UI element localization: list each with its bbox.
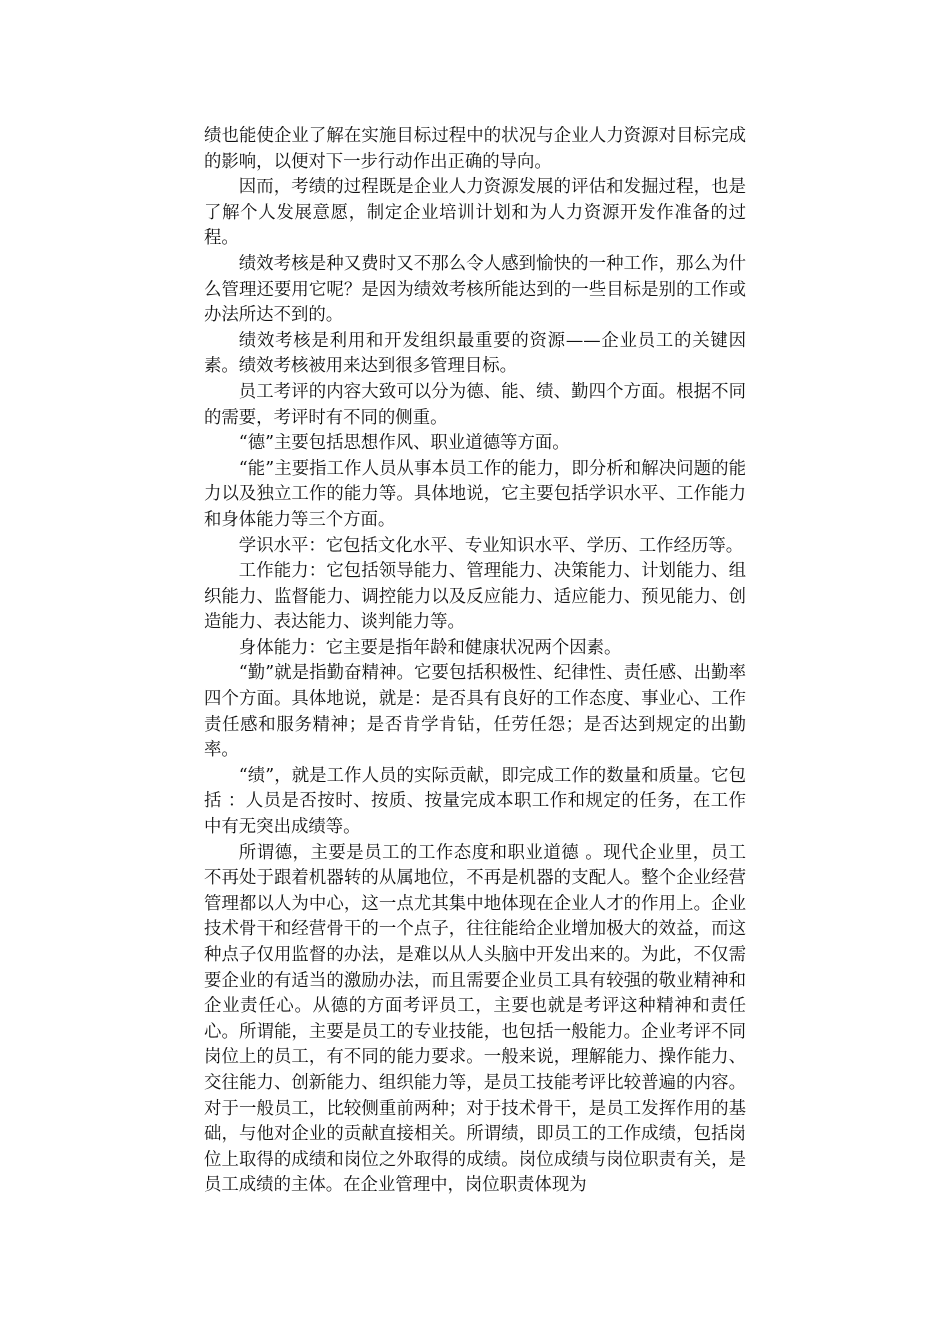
paragraph-3: 绩效考核是种又费时又不那么令人感到愉快的一种工作，那么为什么管理还要用它呢？是因为绩效考核所能达到的一些目标是别的工作或办法所达不到的。: [204, 253, 746, 326]
paragraph-4: 绩效考核是利用和开发组织最重要的资源——企业员工的关键因素。绩效考核被用来达到很多管理目标。: [204, 330, 746, 377]
paragraph-11: “勤”就是指勤奋精神。它要包括积极性、纪律性、责任感、出勤率四个方面。具体地说，就是：是否具有良好的工作态度、事业心、工作责任感和服务精神；是否肯学肯钻，任劳任怨；是否达到规定的出勤率。: [204, 663, 746, 761]
paragraph-7: “能”主要指工作人员从事本员工作的能力，即分析和解决问题的能力以及独立工作的能力等。具体地说，它主要包括学识水平、工作能力和身体能力等三个方面。: [204, 458, 746, 530]
paragraph-5: 员工考评的内容大致可以分为德、能、绩、勤四个方面。根据不同的需要，考评时有不同的侧重。: [204, 381, 746, 428]
paragraph-9: 工作能力：它包括领导能力、管理能力、决策能力、计划能力、组织能力、监督能力、调控能力以及反应能力、适应能力、预见能力、创造能力、表达能力、谈判能力等。: [204, 561, 746, 633]
document-body: [204, 124, 746, 1199]
paragraph-1: 绩也能使企业了解在实施目标过程中的状况与企业人力资源对目标完成的影响，以便对下一步行动作出正确的导向。: [204, 126, 746, 172]
paragraph-8: 学识水平：它包括文化水平、专业知识水平、学历、工作经历等。: [238, 535, 744, 556]
paragraph-10: 身体能力：它主要是指年龄和健康状况两个因素。: [238, 637, 622, 658]
paragraph-12: “绩”，就是工作人员的实际贡献，即完成工作的数量和质量。它包括 ：人员是否按时、按质、按量完成本职工作和规定的任务，在工作中有无突出成绩等。: [204, 765, 746, 838]
paragraph-6: “德”主要包括思想作风、职业道德等方面。: [238, 433, 570, 454]
paragraph-2: 因而，考绩的过程既是企业人力资源发展的评估和发掘过程，也是了解个人发展意愿，制定企业培训计划和为人力资源开发作准备的过程。: [204, 177, 746, 249]
paragraph-13: 所谓德，主要是员工的工作态度和职业道德 。现代企业里，员工不再处于跟着机器转的从属地位，不再是机器的支配人。整个企业经营管理都以人为中心，这一点尤其集中地体现在企业人才的作用上。企业技术骨干和经营骨干的一个点子，往往能给企业增加极大的效益，而这种点子仅用监督的办法，是难以从人头脑中开发出来的。为此，不仅需要企业的有适当的激励办法，而且需要企业员工具有较强的敬业精神和企业责任心。从德的方面考评员工，主要也就是考评这种精神和责任心。所谓能，主要是员工的专业技能，也包括一般能力。企业考评不同岗位上的员工，有不同的能力要求。一般来说，理解能力、操作能力、交往能力、创新能力、组织能力等，是员工技能考评比较普遍的内容。对于一般员工，比较侧重前两种；对于技术骨干，是员工发挥作用的基础，与他对企业的贡献直接相关。所谓绩，即员工的工作成绩，包括岗位上取得的成绩和岗位之外取得的成绩。岗位成绩与岗位职责有关，是员工成绩的主体。在企业管理中，岗位职责体现为: [204, 842, 746, 1196]
